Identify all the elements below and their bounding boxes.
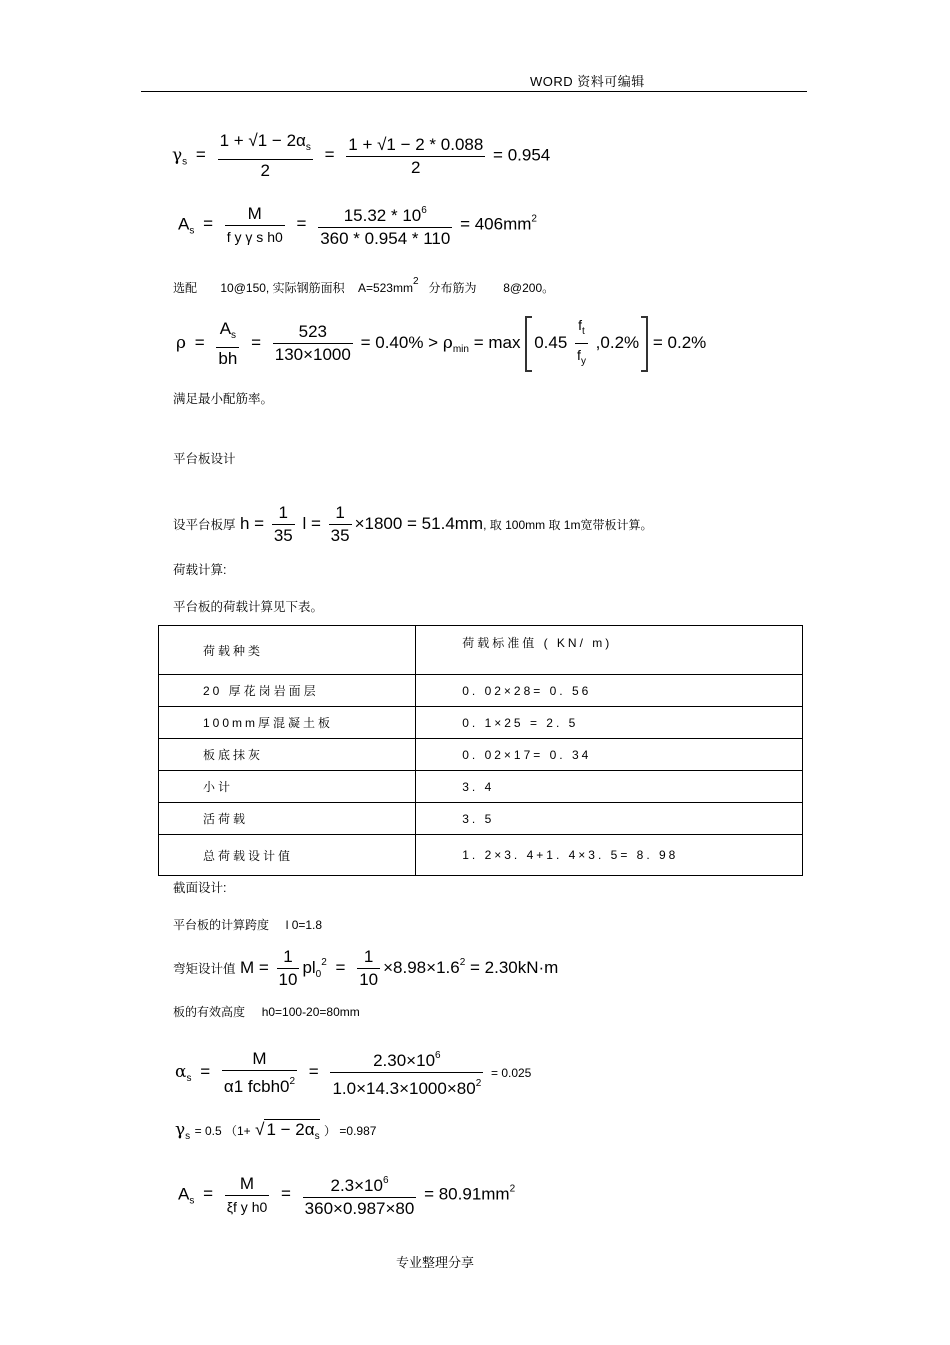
table-cell: 20 厚花岗岩面层 [159,675,416,707]
thickness-l: l = [302,513,321,533]
eff-height-val: h0=100-20=80mm [261,1005,360,1019]
equation-alpha-s: $\alpha_s$ = $\frac{M}{\alpha 1 fcbh0^2}$ = $\frac{2.30\times 10^6}{1.0\times 14.3\times 1000\times 80^2}$ = 0.025 [175,1045,531,1100]
eq3-num1: A [219,318,232,338]
eq3-fnum: f [578,317,583,333]
thickness-h: h = [239,513,265,533]
thickness-frac1 [272,502,295,547]
eq5-result: ） =0.987 [324,1124,377,1138]
page-header: WORD 资料可编辑 [530,74,645,89]
table-cell: 0. 02×28= 0. 56 [416,675,803,707]
table-cell: 0. 02×17= 0. 34 [416,739,803,771]
eq1-den1: 2 [260,161,270,180]
eq1-frac2 [346,134,485,179]
table-cell: 1. 2×3. 4+1. 4×3. 5= 8. 98 [416,835,803,876]
eq3-rho-min: ρ [442,332,453,353]
eq3-result: = 0.2% [652,332,707,352]
eq3-fden-sub: y [580,356,586,367]
select-rebar: 10@150, 实际钢筋面积 [220,281,345,295]
moment-line: 弯矩设计值 M = $\frac{1}{10}$ $pl_0^2$ = $\frac{1}{10}$ $\times 8.98\times 1.6^2 = 2.30kN\cdot m$ [173,947,559,989]
eq6-num1: M [225,1173,270,1196]
eq4-den1-sup: 2 [289,1075,296,1087]
moment-n2: 1 [357,946,380,969]
eq6-lhs-sub: s [189,1195,195,1207]
thickness-rest: ×1800 = 51.4mm [354,513,484,533]
left-bracket [525,316,532,372]
eq5-lhs-sub: s [185,1131,191,1142]
table-row [159,675,803,707]
eq3-lhs: ρ [176,332,186,353]
eq2-lhs: A [178,214,190,234]
eq3-frac2 [273,321,353,366]
moment-result: = 2.30kN·m [470,957,559,977]
load-intro: 平台板的荷载计算见下表。 [173,600,324,614]
equation-rho: ρ = $\frac{A_s}{bh}$ = $\frac{523}{130\times 1000}$ = $0.40\% > \rho_{min} = \max 0.45$ $\frac{f_t}{f_y}$ ,0.2% = 0.2% [176,314,706,373]
eq5-sqrt-sub: s [314,1131,320,1142]
thickness-n2: 1 [329,502,352,525]
eq2-frac2 [318,200,452,250]
thickness-prefix: 设平台板厚 [173,517,236,532]
eq2-result: = 406mm [460,214,532,234]
eq2-lhs-sub: s [189,225,195,237]
thickness-frac2 [329,502,352,547]
eq2-num2: 15.32 * 10 [343,206,422,225]
eq3-den1: bh [218,348,238,368]
eq4-frac1 [222,1048,297,1098]
equation-as-2: $A_s$ = $\frac{M}{\text{ξf y h0}}$ = $\frac{2.3\times 10^6}{360\times 0.987\times 80}$ = $80.91mm^2$ [178,1170,515,1220]
eq2-den1: f y γ s h0 [226,228,283,245]
table-row [159,835,803,876]
equation-gamma-s: $\gamma_s$ = $\frac{1 + √1 - 2\alpha_s}{2}$ = $\frac{1 + √1 - 2 * 0.088}{2}$ = 0.954 [172,131,551,180]
eq6-num2: 2.3×10 [330,1176,383,1195]
eq2-result-sup: 2 [531,213,537,225]
eq4-den2-sup: 2 [475,1078,482,1089]
moment-d2: 10 [359,970,379,989]
eq4-den1: α1 fcbh0 [223,1076,290,1096]
equation-as-1: $A_s$ = $\frac{M}{\text{f y γ s h0}}$ = $\frac{15.32 * 10^6}{360 * 0.954 * 110}$ = $406mm^2$ [178,200,537,250]
eq2-num1: M [225,203,285,226]
span-text: 平台板的计算跨度 [173,918,270,932]
eq3-c1: 0.45 [534,332,568,352]
table-cell: 板底抹灰 [159,739,416,771]
eq3-mid: = 0.40% > [360,332,439,352]
eq6-result: = 80.91mm [424,1184,510,1204]
eq4-den2: 1.0×14.3×1000×80 [332,1079,476,1098]
table-cell: 0. 1×25 = 2. 5 [416,707,803,739]
eq3-frac1 [216,318,239,370]
eq4-lhs: α [175,1061,187,1082]
eq3-rho-min-sub: min [452,343,469,355]
thickness-d1: 35 [273,526,293,545]
table-row [159,739,803,771]
eff-height-text: 板的有效高度 [173,1005,246,1019]
table-header-cell: 荷载标准值 ( KN/ m) [416,626,803,675]
eff-height-line [173,1003,360,1020]
table-cell: 活荷载 [159,803,416,835]
table-row [159,707,803,739]
moment-lhs: M = [239,957,269,977]
eq4-frac2 [330,1045,483,1100]
eq1-num1: 1 + √1 − 2α [219,131,306,150]
eq3-den2: 130×1000 [274,345,351,364]
eq2-num2-sup: 6 [421,205,427,216]
table-cell: 3. 5 [416,803,803,835]
table-row [159,803,803,835]
eq5-lhs: γ [175,1120,186,1140]
span-line [173,916,322,933]
moment-pl: pl [302,957,316,977]
eq3-num2: 523 [273,321,353,344]
table-cell: 3. 4 [416,771,803,803]
table-header-cell: 荷载种类 [159,626,416,675]
select-dist: 分布筋为 [428,281,477,295]
eq6-num2-sup: 6 [382,1175,389,1186]
page-footer: 专业整理分享 [396,1255,475,1270]
table-row [159,771,803,803]
eq3-max: = max [473,332,521,352]
eq6-frac1 [225,1173,270,1218]
eq4-lhs-sub: s [186,1072,192,1084]
moment-n1: 1 [277,946,300,969]
eq1-result: = 0.954 [493,145,551,165]
eq2-den2: 360 * 0.954 * 110 [320,229,451,248]
eq4-num1: M [222,1048,297,1071]
moment-frac2 [357,946,380,991]
eq5-sqrt: 1 − 2α [266,1120,315,1139]
eq6-result-sup: 2 [509,1183,516,1195]
eq6-den2: 360×0.987×80 [304,1199,415,1218]
eq4-result: = 0.025 [490,1065,532,1080]
select-area: A=523mm [357,281,413,295]
eq3-fden: f [577,347,581,363]
moment-rest: ×8.98×1.6 [383,957,460,977]
eq3-frac3 [575,314,588,373]
select-dist-val: 8@200。 [503,281,555,295]
eq3-c2: ,0.2% [595,332,640,352]
eq4-num2-sup: 6 [435,1050,441,1061]
eq1-frac1 [218,130,313,182]
moment-pl-sup: 2 [321,956,327,968]
load-table [158,625,803,876]
eq1-num1-sub: s [305,142,311,153]
table-header-row [159,626,803,675]
load-calc-heading: 荷载计算: [173,563,227,577]
eq1-lhs-sub: s [182,156,188,168]
moment-d1: 10 [278,970,298,989]
table-cell: 总荷载设计值 [159,835,416,876]
rebar-selection [173,276,554,296]
thickness-d2: 35 [330,526,350,545]
eq3-fnum-sub: t [582,326,585,337]
eq5-mid: = 0.5 （1+ [194,1124,251,1138]
eq2-frac1 [225,203,285,248]
thickness-n1: 1 [272,502,295,525]
eq3-num1-sub: s [231,329,237,341]
moment-rest-sup: 2 [459,956,466,968]
right-bracket [641,316,648,372]
eq1-den2: 2 [411,157,421,177]
eq4-num2: 2.30×10 [373,1051,436,1070]
table-cell: 小计 [159,771,416,803]
header-rule [141,91,807,92]
eq6-den1: ξf y h0 [226,1198,268,1215]
thickness-note: , 取 100mm 取 1m宽带板计算。 [483,517,653,532]
satisfied-text: 满足最小配筋率。 [173,392,274,406]
section-design-heading: 截面设计: [173,881,227,895]
eq6-frac2 [303,1170,417,1220]
select-prefix: 选配 [173,281,198,295]
eq6-lhs: A [178,1184,190,1204]
moment-pl-sub: 0 [315,968,322,980]
section-title: 平台板设计 [173,452,236,466]
table-cell: 100mm厚混凝土板 [159,707,416,739]
select-area-sup: 2 [412,276,419,287]
thickness-line [173,502,652,547]
moment-prefix: 弯矩设计值 [173,961,236,976]
eq1-num2: 1 + √1 − 2 * 0.088 [346,134,485,157]
equation-gamma-s-2: $\gamma_s = 0.5$ （1+ √ $1 - 2\alpha_s$ ） =0.987 [175,1120,377,1142]
span-val: l 0=1.8 [285,918,323,932]
moment-frac1 [277,946,300,991]
eq1-lhs: γ [172,145,183,166]
